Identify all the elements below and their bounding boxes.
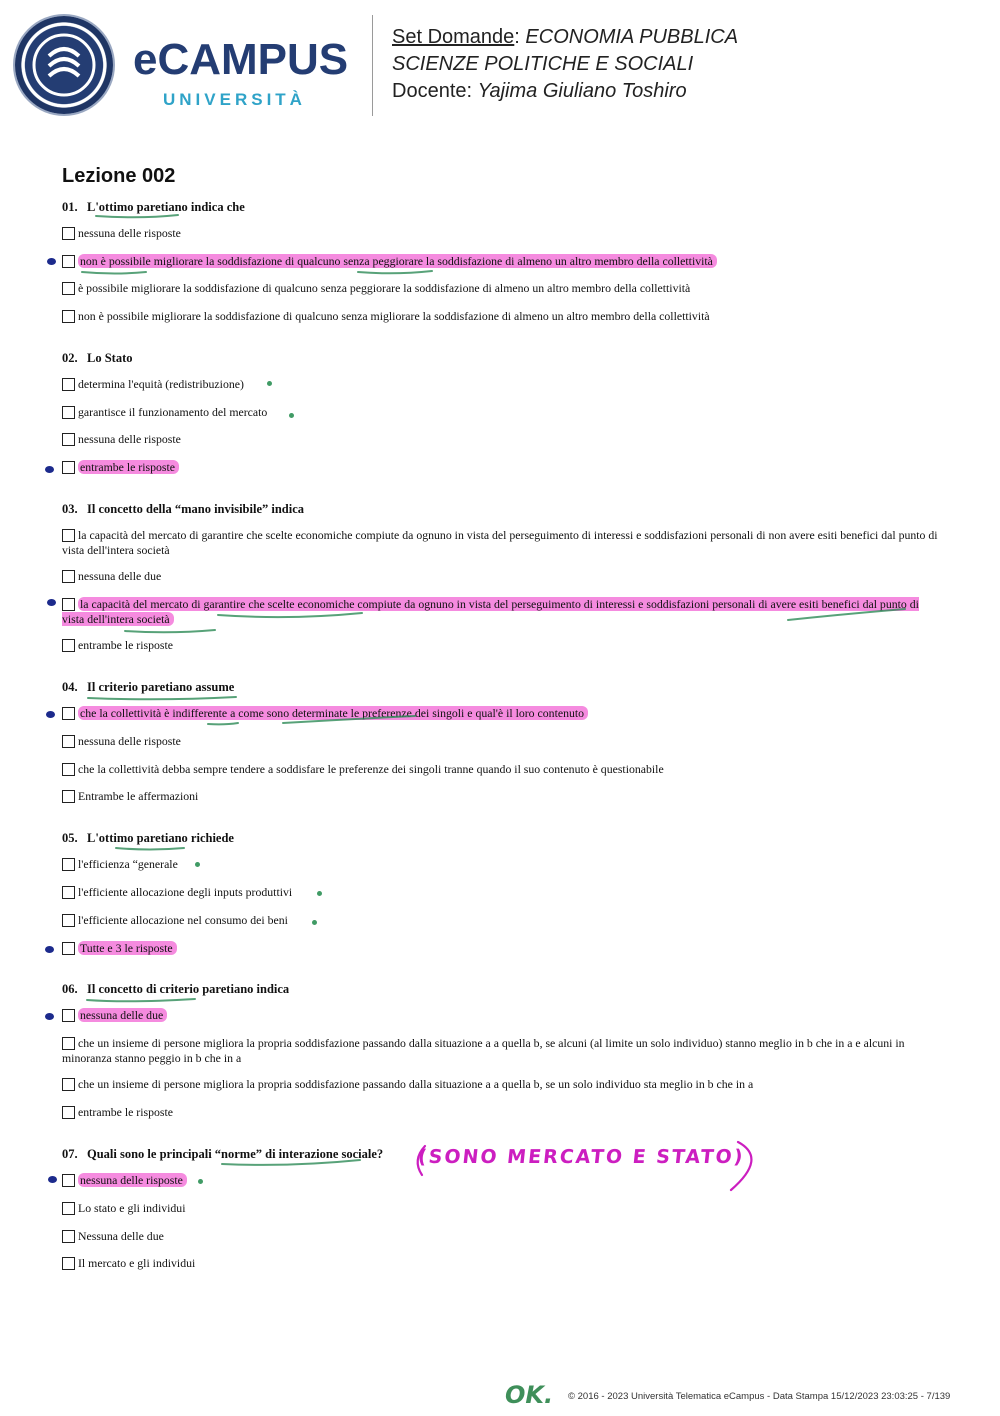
answer-checkbox[interactable] [62, 282, 75, 295]
answer-checkbox[interactable] [62, 570, 75, 583]
question-04: 04. Il criterio paretiano assume [62, 680, 235, 694]
option [62, 405, 942, 420]
set-line: Set Domande: ECONOMIA PUBBLICA [392, 26, 739, 48]
answer-checkbox[interactable] [62, 1037, 75, 1050]
option [62, 1256, 942, 1271]
pen-dot [195, 862, 200, 867]
answer-checkbox[interactable] [62, 227, 75, 240]
answer-marker-dot [45, 1013, 54, 1020]
set-label: Set Domande [392, 26, 515, 48]
option-text: l'efficiente allocazione nel consumo dei beni [78, 913, 288, 927]
option [62, 460, 942, 475]
question-text: L'ottimo paretiano indica che [87, 200, 245, 214]
answer-checkbox[interactable] [62, 763, 75, 776]
pen-dot [267, 381, 272, 386]
option [62, 226, 942, 241]
answer-checkbox[interactable] [62, 310, 75, 323]
answer-checkbox[interactable] [62, 378, 75, 391]
question-text: Il concetto della “mano invisibile” indica [87, 502, 305, 516]
answer-checkbox[interactable] [62, 406, 75, 419]
option-text: è possibile migliorare la soddisfazione di qualcuno senza peggiorare la soddisfazione di almeno un altro membro della collettività [78, 281, 691, 295]
answer-checkbox[interactable] [62, 598, 75, 611]
option-text-highlighted: la capacità del mercato di garantire che scelte economiche compiute da ognuno in vista del perseguimento di interessi e soddisfazioni personali di avere esiti benefici dal punto di vista dell'intera società [62, 597, 919, 626]
answer-checkbox[interactable] [62, 1174, 75, 1187]
answer-marker-dot [47, 599, 56, 606]
answer-checkbox[interactable] [62, 735, 75, 748]
option [62, 1173, 942, 1188]
question-text: Il criterio paretiano assume [87, 680, 235, 694]
option [62, 432, 942, 447]
option-text-highlighted: non è possibile migliorare la soddisfazione di qualcuno senza peggiorare la soddisfazione di almeno un altro membro della collettività [78, 254, 717, 268]
answer-checkbox[interactable] [62, 707, 75, 720]
option [62, 377, 942, 392]
option-text: Il mercato e gli individui [78, 1256, 196, 1270]
option [62, 528, 942, 558]
answer-checkbox[interactable] [62, 914, 75, 927]
lesson-title: Lezione 002 [62, 165, 176, 187]
option-text-highlighted: entrambe le risposte [78, 460, 179, 474]
answer-marker-dot [47, 258, 56, 265]
option [62, 885, 942, 900]
option [62, 309, 942, 324]
teacher-line [392, 81, 687, 101]
logo-subtitle: UNIVERSITÀ [163, 90, 306, 109]
set-title: ECONOMIA PUBBLICA [525, 26, 739, 48]
pen-dot [312, 920, 317, 925]
question-02: 02. Lo Stato [62, 351, 133, 365]
answer-checkbox[interactable] [62, 790, 75, 803]
option-text: nessuna delle risposte [78, 226, 181, 240]
pen-dot [317, 891, 322, 896]
option-text-highlighted: nessuna delle risposte [78, 1173, 187, 1187]
question-01: 01. L'ottimo paretiano indica che [62, 200, 245, 214]
option-text: che la collettività debba sempre tendere a soddisfare le preferenze dei singoli tranne quando il suo contenuto è questionabile [78, 762, 664, 776]
option-text-highlighted: che la collettività è indifferente a come sono determinate le preferenze dei singoli e qual'è il loro contenuto [78, 706, 588, 720]
answer-checkbox[interactable] [62, 461, 75, 474]
option-text-highlighted: nessuna delle due [78, 1008, 167, 1022]
handwritten-note: (SONO MERCATO E STATO) [416, 1146, 746, 1168]
option-text: nessuna delle risposte [78, 734, 181, 748]
faculty-line [392, 54, 693, 74]
option-text: entrambe le risposte [78, 1105, 173, 1119]
option [62, 638, 942, 653]
option [62, 569, 942, 584]
answer-checkbox[interactable] [62, 639, 75, 652]
header-divider [372, 15, 373, 116]
logo-wordmark: eCAMPUS [133, 35, 349, 84]
option [62, 1105, 942, 1120]
question-text: Il concetto di criterio paretiano indica [87, 982, 290, 996]
option [62, 1036, 942, 1066]
option-text-highlighted: Tutte e 3 le risposte [78, 941, 177, 955]
question-06: 06. Il concetto di criterio paretiano indica [62, 982, 290, 996]
pen-dot [198, 1179, 203, 1184]
question-text: Quali sono le principali “norme” di interazione sociale? [87, 1147, 384, 1161]
option-text: che un insieme di persone migliora la propria soddisfazione passando dalla situazione a a quella b, se un solo individuo sta meglio in b che in a [78, 1077, 754, 1091]
option-text: la capacità del mercato di garantire che scelte economiche compiute da ognuno in vista del perseguimento di interessi e soddisfazioni personali di non avere esiti benefici dal punto di vista dell'intera società [62, 528, 938, 557]
answer-checkbox[interactable] [62, 886, 75, 899]
answer-checkbox[interactable] [62, 255, 75, 268]
answer-checkbox[interactable] [62, 1106, 75, 1119]
option [62, 1201, 942, 1216]
answer-marker-dot [45, 946, 54, 953]
option-text: determina l'equità (redistribuzione) [78, 377, 244, 391]
option-text: l'efficiente allocazione degli inputs produttivi [78, 885, 293, 899]
pen-dot [289, 413, 294, 418]
option-text: nessuna delle risposte [78, 432, 181, 446]
option [62, 1229, 942, 1244]
option-text: garantisce il funzionamento del mercato [78, 405, 268, 419]
answer-checkbox[interactable] [62, 529, 75, 542]
option [62, 762, 942, 777]
option-text: non è possibile migliorare la soddisfazione di qualcuno senza migliorare la soddisfazione di almeno un altro membro della collettività [78, 309, 710, 323]
handwritten-ok: OK. [505, 1381, 554, 1409]
question-03: 03. Il concetto della “mano invisibile” indica [62, 502, 305, 516]
answer-checkbox[interactable] [62, 1202, 75, 1215]
option-text: Entrambe le affermazioni [78, 789, 199, 803]
answer-checkbox[interactable] [62, 858, 75, 871]
option-text: nessuna delle due [78, 569, 162, 583]
option [62, 734, 942, 749]
answer-checkbox[interactable] [62, 1257, 75, 1270]
teacher-name: Yajima Giuliano Toshiro [477, 80, 687, 102]
option [62, 597, 942, 627]
faculty-name: SCIENZE POLITICHE E SOCIALI [392, 53, 694, 75]
answer-checkbox[interactable] [62, 1009, 75, 1022]
answer-marker-dot [46, 711, 55, 718]
answer-marker-dot [48, 1176, 57, 1183]
page-footer: © 2016 - 2023 Università Telematica eCampus - Data Stampa 15/12/2023 23:03:25 - 7/139 [568, 1391, 951, 1402]
option [62, 1077, 942, 1092]
option [62, 1008, 942, 1023]
option [62, 913, 942, 928]
option [62, 941, 942, 956]
question-text: Lo Stato [87, 351, 133, 365]
option [62, 281, 942, 296]
answer-checkbox[interactable] [62, 942, 75, 955]
answer-marker-dot [45, 466, 54, 473]
option-text: Lo stato e gli individui [78, 1201, 186, 1215]
question-text: L'ottimo paretiano richiede [87, 831, 234, 845]
answer-checkbox[interactable] [62, 1230, 75, 1243]
answer-checkbox[interactable] [62, 1078, 75, 1091]
option [62, 857, 942, 872]
ecampus-seal-logo [15, 16, 113, 114]
option-text: l'efficienza “generale [78, 857, 178, 871]
option [62, 706, 942, 721]
teacher-label: Docente: [392, 80, 473, 102]
question-07: 07. Quali sono le principali “norme” di interazione sociale? [62, 1147, 384, 1161]
question-05: 05. L'ottimo paretiano richiede [62, 831, 234, 845]
option-text: entrambe le risposte [78, 638, 173, 652]
answer-checkbox[interactable] [62, 433, 75, 446]
option [62, 254, 942, 269]
option [62, 789, 942, 804]
option-text: che un insieme di persone migliora la propria soddisfazione passando dalla situazione a a quella b, se alcuni (al limite un solo individuo) stanno meglio in b che in a e alcuni in minoranza stanno peggio in b che in a [62, 1036, 905, 1065]
option-text: Nessuna delle due [78, 1229, 164, 1243]
